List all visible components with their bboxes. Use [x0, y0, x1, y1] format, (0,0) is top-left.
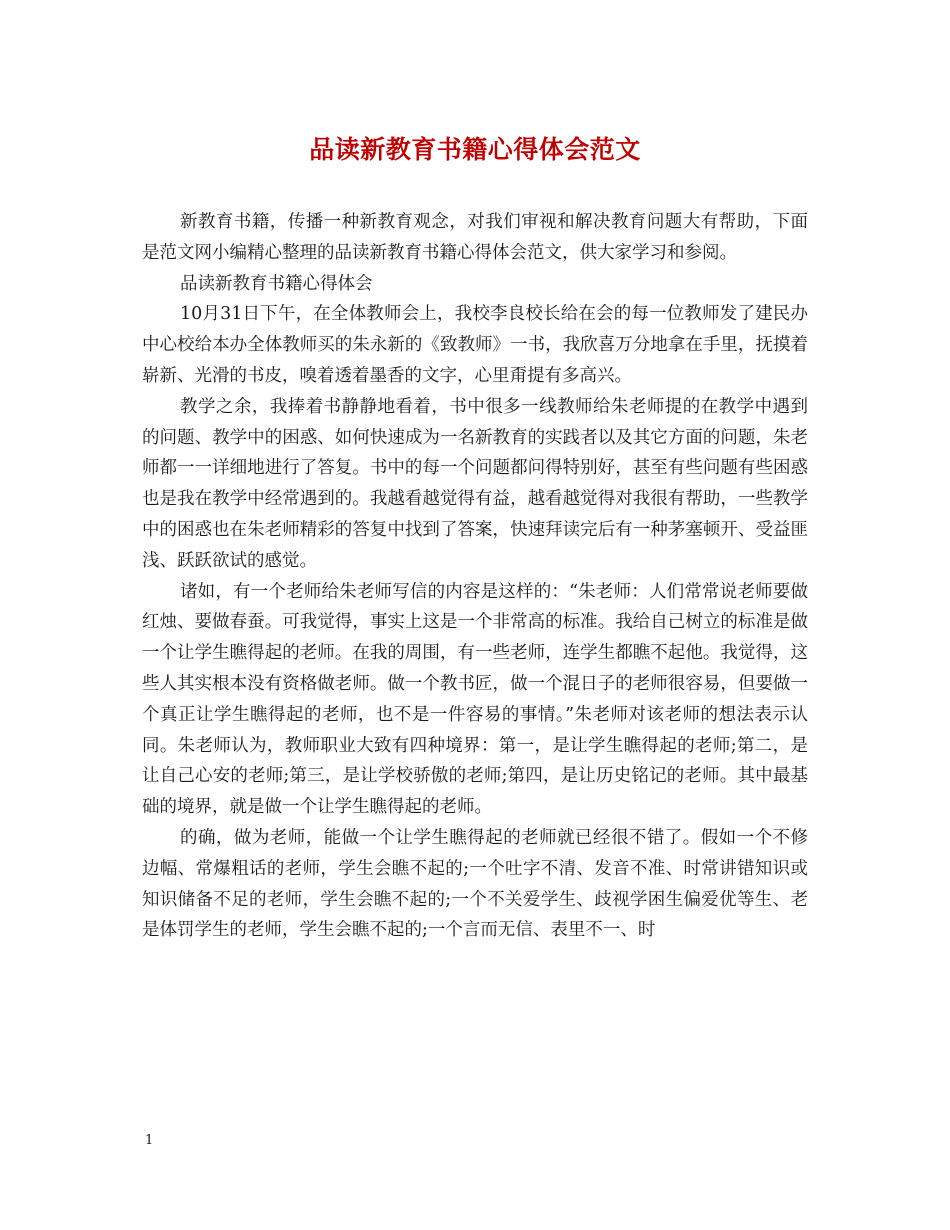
paragraph: 教学之余，我捧着书静静地看着，书中很多一线教师给朱老师提的在教学中遇到的问题、教学中的困惑、如何快速成为一名新教育的实践者以及其它方面的问题，朱老师都一一详细地进行了答复。书中的每一个问题都问得特别好，甚至有些问题有些困惑也是我在教学中经常遇到的。我越看越觉得有益，越看越觉得对我很有帮助，一些教学中的困惑也在朱老师精彩的答复中找到了答案，快速拜读完后有一种茅塞顿开、受益匪浅、跃跃欲试的感觉。 [142, 396, 808, 571]
document-title: 品读新教育书籍心得体会范文 [309, 135, 641, 164]
paragraph: 的确，做为老师，能做一个让学生瞧得起的老师就已经很不错了。假如一个不修边幅、常爆粗话的老师，学生会瞧不起的;一个吐字不清、发音不准、时常讲错知识或知识储备不足的老师，学生会瞧不起的;一个不关爱学生、歧视学困生偏爱优等生、老是体罚学生的老师，学生会瞧不起的;一个言而无信、表里不一、时 [142, 827, 808, 941]
page-number: 1 [145, 1133, 154, 1148]
paragraph-intro: 新教育书籍，传播一种新教育观念，对我们审视和解决教育问题大有帮助，下面是范文网小编精心整理的品读新教育书籍心得体会范文，供大家学习和参阅。 [142, 212, 808, 263]
section-heading: 品读新教育书籍心得体会 [180, 273, 373, 294]
paragraph: 诸如，有一个老师给朱老师写信的内容是这样的：“朱老师：人们常常说老师要做红烛、要做春蚕。可我觉得，事实上这是一个非常高的标准。我给自己树立的标准是做一个让学生瞧得起的老师。在我的周围，有一些老师，连学生都瞧不起他。我觉得，这些人其实根本没有资格做老师。做一个教书匠，做一个混日子的老师很容易，但要做一个真正让学生瞧得起的老师，也不是一件容易的事情。”朱老师对该老师的想法表示认同。朱老师认为，教师职业大致有四种境界：第一，是让学生瞧得起的老师;第二，是让自己心安的老师;第三，是让学校骄傲的老师;第四，是让历史铭记的老师。其中最基础的境界，就是做一个让学生瞧得起的老师。 [142, 581, 808, 818]
document-body [142, 207, 808, 946]
paragraph: 10月31日下午，在全体教师会上，我校李良校长给在会的每一位教师发了建民办中心校给本办全体教师买的朱永新的《致教师》一书，我欣喜万分地拿在手里，抚摸着崭新、光滑的书皮，嗅着透着墨香的文字，心里甭提有多高兴。 [142, 304, 808, 386]
